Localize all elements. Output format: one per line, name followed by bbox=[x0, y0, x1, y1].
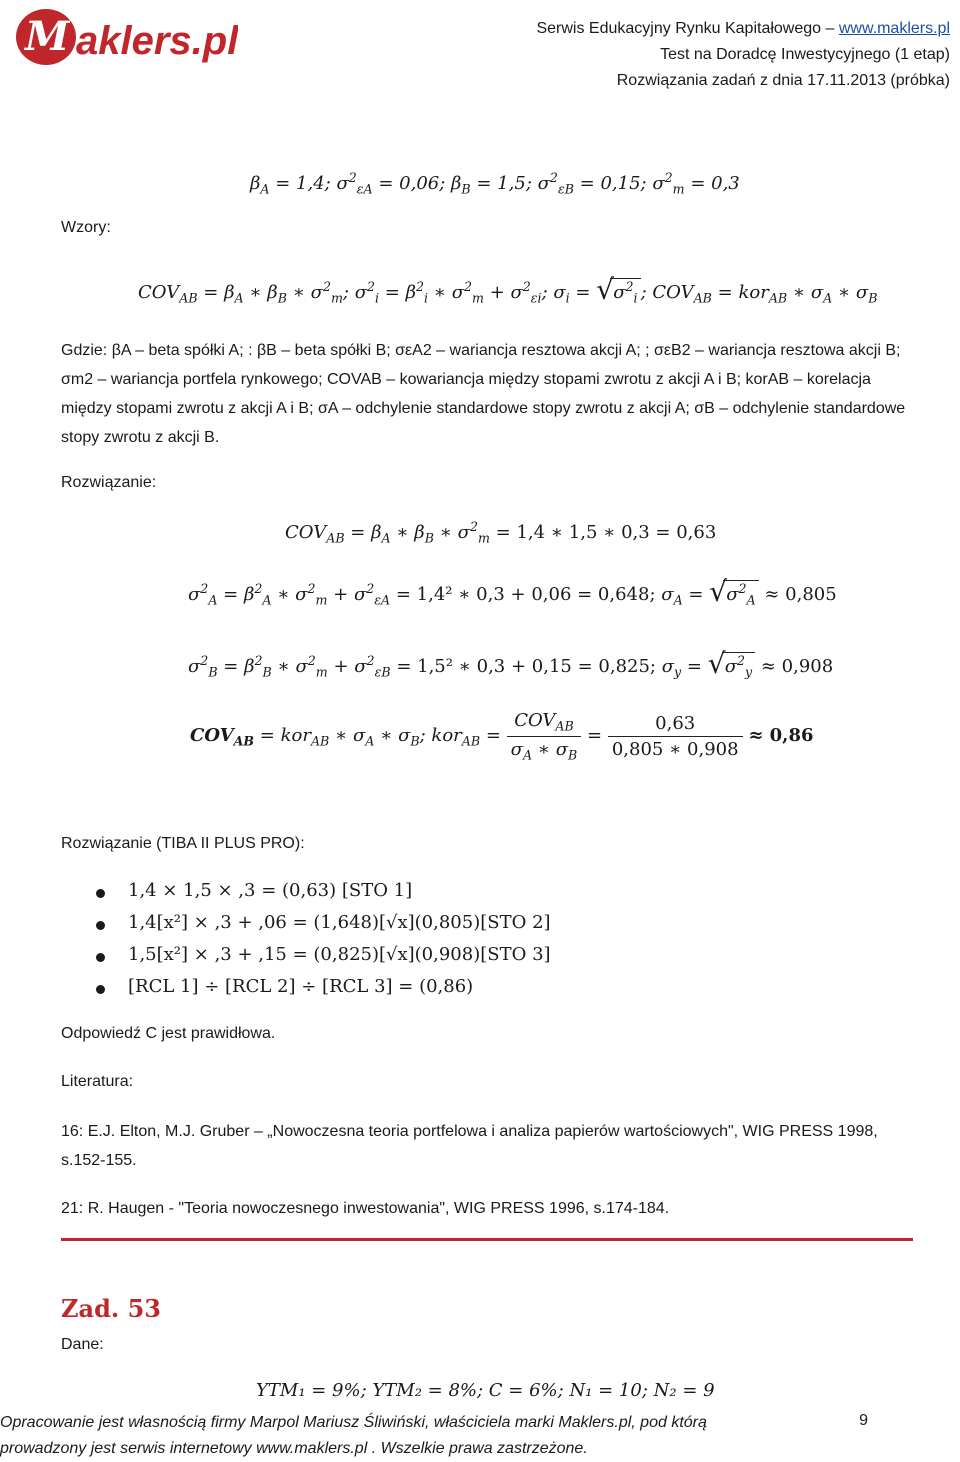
covariance-formula: $COV_{AB} = \beta_A$ ∗ $\beta_B$ ∗ $\sigma^2_m$; $\sigma^2_i = \beta^2_i$ ∗ $\sigma^2_m + \sigma^2_{\varepsilon i}$; $\sigma_i$ = √ $\sigma^2_i$ ; $COV_{AB} = kor_{AB}$ ∗ $\sigma_A$ ∗ $\sigma_B$ bbox=[138, 278, 877, 306]
maklers-logo bbox=[10, 4, 238, 70]
section-divider bbox=[61, 1238, 913, 1241]
symbols-explanation: Gdzie: βA – beta spółki A; : βB – beta spółki B; σεA2 – wariancja resztowa akcji A; ; σεB2 – wariancja resztowa akcji B; σm2 – wariancja portfela rynkowego; COVAB – kowariancja między stopami zwrotu z akcji A i B; korAB – korelacja między stopami zwrotu z akcji A i B; σA – odchylenie standardowe stopy zwrotu z akcji A; σB – odchylenie standardowe stopy zwrotu z akcji B. bbox=[61, 342, 906, 446]
task-given-values: YTM₁ = 9%; YTM₂ = 8%; C = 6%; N₁ = 10; N₂ = 9 bbox=[256, 1380, 715, 1401]
bullet-2 bbox=[96, 921, 105, 930]
calc-sigma-a: $\sigma^2_A = \beta^2_A$ ∗ $\sigma^2_m + \sigma^2_{\varepsilon A} = 1,4^2$ ∗ 0,3 + 0,06 = 0,648; $\sigma_A$ = √ $\sigma^2_A \approx 0,805$ bbox=[188, 580, 837, 608]
tiba-step-3: 1,5[x²] × ,3 + ,15 = (0,825)[√x](0,908)[STO 3] bbox=[128, 944, 551, 965]
tiba-step-2: 1,4[x²] × ,3 + ,06 = (1,648)[√x](0,805)[STO 2] bbox=[128, 912, 551, 933]
svg-text:aklers.pl: aklers.pl bbox=[76, 19, 238, 63]
header-line-1: Serwis Edukacyjny Rynku Kapitałowego – www.maklers.pl bbox=[536, 20, 950, 37]
reference-1: 16: E.J. Elton, M.J. Gruber – „Nowoczesna teoria portfelowa i analiza papierów wartościowych", WIG PRESS 1998, s.152-155. bbox=[61, 1123, 878, 1169]
maklers-link[interactable]: www.maklers.pl bbox=[838, 20, 950, 37]
tiba-step-1: 1,4 × 1,5 × ,3 = (0,63) [STO 1] bbox=[128, 880, 413, 901]
tiba-label: Rozwiązanie (TIBA II PLUS PRO): bbox=[61, 835, 305, 852]
given-values-formula: $\beta_A = 1,4$; $\sigma^2_{\varepsilon A} = 0,06$; $\beta_B = 1,5$; $\sigma^2_{\varepsilon B} = 0,15$; $\sigma^2_m = 0,3$ bbox=[250, 170, 740, 197]
bullet-4 bbox=[96, 985, 105, 994]
dane-label: Dane: bbox=[61, 1336, 104, 1353]
tiba-step-4: [RCL 1] ÷ [RCL 2] ÷ [RCL 3] = (0,86) bbox=[128, 976, 474, 997]
svg-text:M: M bbox=[25, 13, 70, 60]
bullet-3 bbox=[96, 953, 105, 962]
reference-2: 21: R. Haugen - "Teoria nowoczesnego inwestowania", WIG PRESS 1996, s.174-184. bbox=[61, 1200, 670, 1217]
header bbox=[536, 16, 950, 94]
task-title: Zad. 53 bbox=[61, 1294, 161, 1323]
bullet-1 bbox=[96, 889, 105, 898]
rozwiazanie-label: Rozwiązanie: bbox=[61, 474, 157, 491]
calc-sigma-b: $\sigma^2_B = \beta^2_B$ ∗ $\sigma^2_m + \sigma^2_{\varepsilon B} = 1,5^2$ ∗ 0,3 + 0,15 = 0,825; $\sigma_y$ = √ $\sigma^2_y \approx 0,908$ bbox=[188, 652, 833, 680]
literatura-label: Literatura: bbox=[61, 1073, 134, 1090]
header-line-2: Test na Doradcę Inwestycyjnego (1 etap) bbox=[660, 46, 950, 63]
page-number: 9 bbox=[859, 1412, 868, 1429]
calc-correlation: $COV_{AB} = kor_{AB}$ ∗ $\sigma_A$ ∗ $\sigma_B$; kor$_{AB}$ = $\frac{COV_{AB}}{\sigma_A ∗ \sigma_B}$ = $\frac{0,63}{0,805 ∗ 0,908}$ ≈ 0,86 bbox=[190, 710, 814, 763]
footer-text: Opracowanie jest własnością firmy Marpol Mariusz Śliwiński, właściciela marki Maklers.pl, pod którą prowadzony jest serwis internetowy www.maklers.pl . Wszelkie prawa zastrzeżone. bbox=[0, 1414, 707, 1457]
answer-text: Odpowiedź C jest prawidłowa. bbox=[61, 1025, 276, 1042]
header-line-3: Rozwiązania zadań z dnia 17.11.2013 (próbka) bbox=[616, 72, 950, 89]
calc-covariance: $COV_{AB} = \beta_A$ ∗ $\beta_B$ ∗ $\sigma^2_m = 1,4$ ∗ 1,5 ∗ 0,3 = 0,63 bbox=[285, 519, 717, 546]
wzory-label: Wzory: bbox=[61, 219, 111, 236]
footer bbox=[0, 1410, 780, 1462]
